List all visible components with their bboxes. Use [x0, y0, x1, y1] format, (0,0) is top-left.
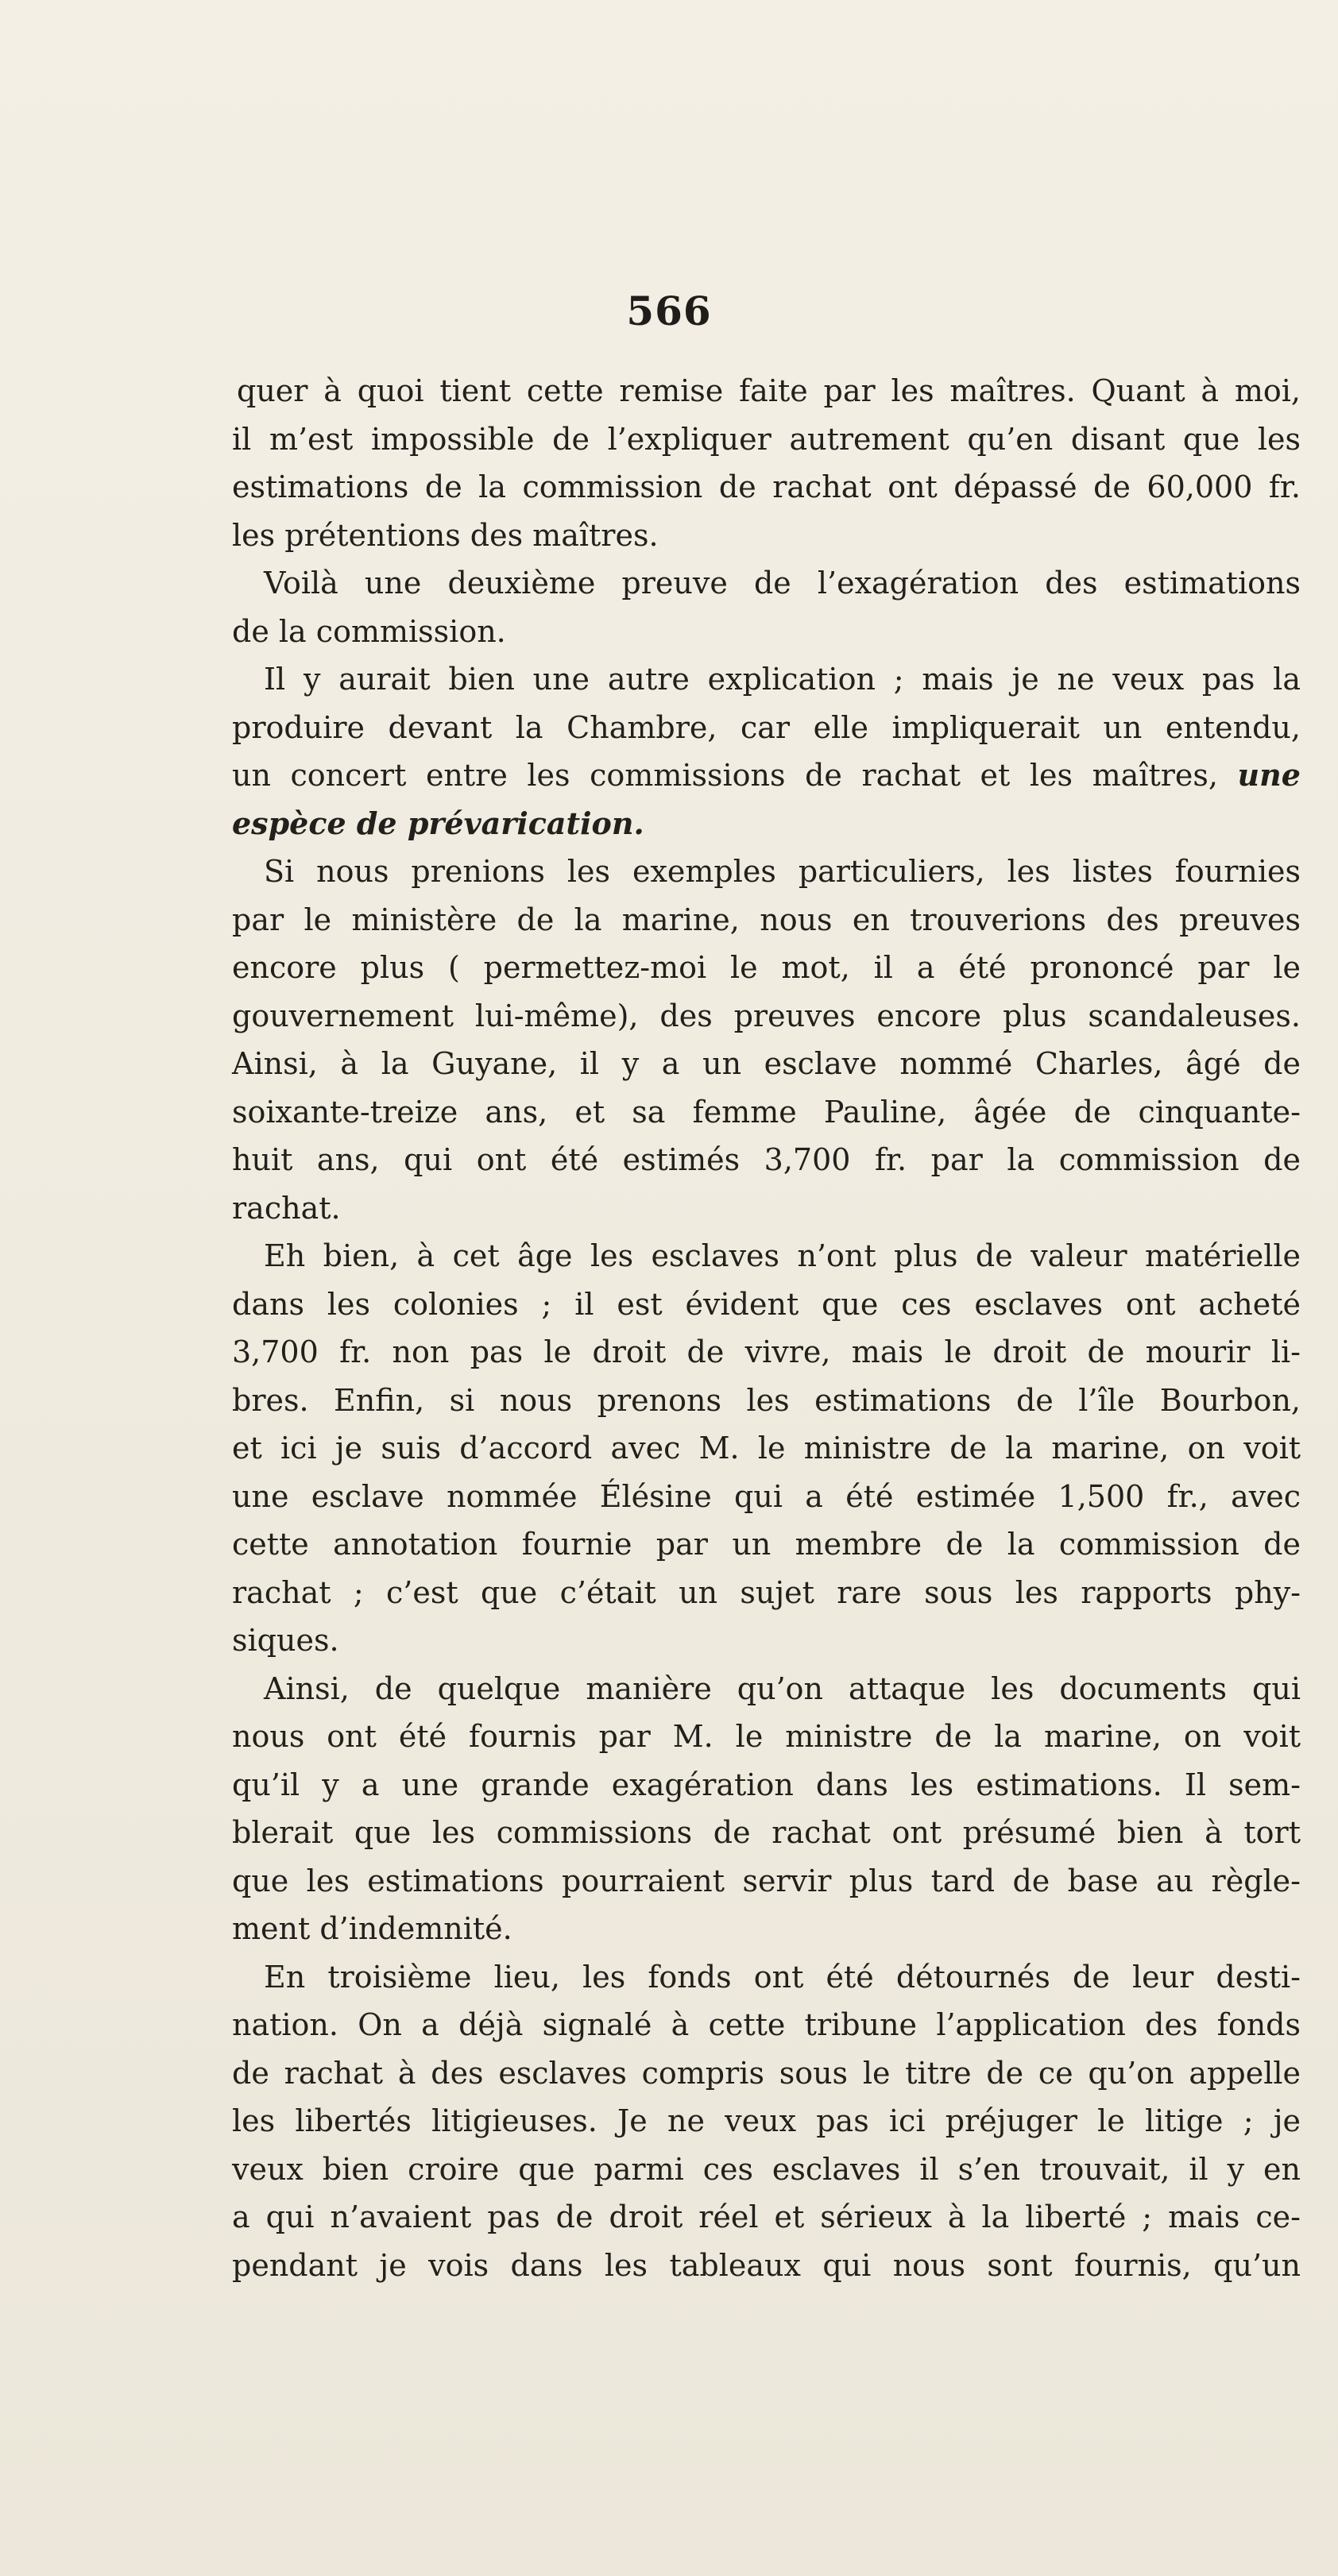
text-line-content: de rachat à des esclaves compris sous le titre de ce qu’on appelle [232, 2055, 1301, 2091]
text-line [232, 800, 1301, 848]
text-line [232, 1184, 1301, 1233]
text-line-content: produire devant la Chambre, car elle impliquerait un entendu, [232, 709, 1301, 745]
text-line-content: rachat. [232, 1190, 341, 1226]
text-line [232, 1377, 1301, 1425]
text-line [232, 1569, 1301, 1617]
text-line-content: huit ans, qui ont été estimés 3,700 fr. par la commission de [232, 1142, 1301, 1177]
text-line-content: estimations de la commission de rachat ont dépassé de 60,000 fr. [232, 469, 1301, 504]
text-line [232, 655, 1301, 704]
text-line-content: une esclave nommée Élésine qui a été estimée 1,500 fr., avec [232, 1478, 1301, 1514]
text-line [232, 1328, 1301, 1377]
text-line [232, 415, 1301, 464]
text-line [232, 1473, 1301, 1521]
text-line-content: bres. Enfin, si nous prenons les estimations de l’île Bourbon, [232, 1382, 1301, 1418]
text-line-content: blerait que les commissions de rachat ont présumé bien à tort [232, 1815, 1301, 1850]
text-line-content: dans les colonies ; il est évident que ces esclaves ont acheté [232, 1286, 1301, 1322]
text-line-content: gouvernement lui-même), des preuves encore plus scandaleuses. [232, 998, 1301, 1033]
body-text [232, 367, 1301, 2289]
text-line-content: encore plus ( permettez-moi le mot, il a été prononcé par le [232, 950, 1301, 985]
text-line [232, 1040, 1301, 1088]
text-line [232, 1424, 1301, 1473]
text-line-content: Ainsi, de quelque manière qu’on attaque les documents qui [264, 1670, 1301, 1706]
text-line-content: ment d’indemnité. [232, 1911, 512, 1946]
italic-emphasis: espèce de prévarication. [232, 805, 644, 841]
text-line [232, 2193, 1301, 2242]
text-line [232, 1088, 1301, 1137]
text-line [232, 2145, 1301, 2194]
text-line-content: les prétentions des maîtres. [232, 517, 659, 553]
text-line-content: rachat ; c’est que c’était un sujet rare sous les rapports phy- [232, 1574, 1301, 1610]
text-line-content: nous ont été fournis par M. le ministre de la marine, on voit [232, 1719, 1301, 1754]
text-line [232, 992, 1301, 1041]
text-line [232, 848, 1301, 896]
text-line [232, 2049, 1301, 2098]
text-line [232, 559, 1301, 608]
page-number: 566 [626, 288, 712, 334]
text-line [232, 367, 1301, 415]
text-line-content: a qui n’avaient pas de droit réel et sérieux à la liberté ; mais ce- [232, 2199, 1301, 2234]
text-line [232, 1713, 1301, 1761]
text-line [232, 608, 1301, 656]
text-line [232, 1520, 1301, 1569]
text-line [232, 2001, 1301, 2049]
text-line-content: veux bien croire que parmi ces esclaves il s’en trouvait, il y en [232, 2151, 1301, 2187]
text-line [232, 896, 1301, 944]
text-line-content: Il y aurait bien une autre explication ; mais je ne veux pas la [264, 662, 1301, 697]
text-line [232, 1616, 1301, 1665]
text-line [232, 1761, 1301, 1809]
text-line-content: cette annotation fournie par un membre de la commission de [232, 1527, 1301, 1562]
text-line-content: 3,700 fr. non pas le droit de vivre, mais le droit de mourir li- [232, 1334, 1301, 1369]
text-line-content: nation. On a déjà signalé à cette tribune l’application des fonds [232, 2007, 1301, 2042]
text-line-content: que les estimations pourraient servir plus tard de base au règle- [232, 1863, 1301, 1898]
text-line-content: quer à quoi tient cette remise faite par les maîtres. Quant à moi, [237, 373, 1301, 408]
text-line [232, 1136, 1301, 1184]
text-line-content: Eh bien, à cet âge les esclaves n’ont plus de valeur matérielle [264, 1238, 1301, 1273]
text-line [232, 704, 1301, 752]
text-line-content: et ici je suis d’accord avec M. le ministre de la marine, on voit [232, 1431, 1301, 1466]
text-line [232, 463, 1301, 512]
text-line-content: qu’il y a une grande exagération dans les estimations. Il sem- [232, 1767, 1301, 1802]
text-line [232, 1953, 1301, 2002]
text-line [232, 2242, 1301, 2290]
text-line-content: il m’est impossible de l’expliquer autrement qu’en disant que les [232, 421, 1301, 457]
text-line [232, 1232, 1301, 1280]
text-line [232, 1905, 1301, 1953]
text-line [232, 751, 1301, 800]
text-line-content: En troisième lieu, les fonds ont été détournés de leur desti- [264, 1959, 1301, 1995]
text-line [232, 944, 1301, 992]
text-line-content: les libertés litigieuses. Je ne veux pas ici préjuger le litige ; je [232, 2103, 1301, 2138]
text-line-content: soixante-treize ans, et sa femme Pauline, âgée de cinquante- [232, 1094, 1301, 1130]
text-line [232, 512, 1301, 560]
text-line-content: Voilà une deuxième preuve de l’exagération des estimations [264, 566, 1301, 601]
text-line-content: un concert entre les commissions de rachat et les maîtres, [232, 758, 1218, 793]
text-line-content: pendant je vois dans les tableaux qui nous sont fournis, qu’un [232, 2247, 1301, 2283]
text-line [232, 1857, 1301, 1906]
text-line [232, 1665, 1301, 1713]
text-line-content: Si nous prenions les exemples particuliers, les listes fournies [264, 854, 1301, 889]
text-line [232, 2097, 1301, 2145]
text-line [232, 1809, 1301, 1857]
text-line [232, 1280, 1301, 1329]
italic-emphasis: une [1237, 757, 1301, 793]
text-line-content: siques. [232, 1623, 339, 1658]
text-line-content: par le ministère de la marine, nous en trouverions des preuves [232, 902, 1301, 937]
text-line-content: de la commission. [232, 613, 506, 649]
text-line-content: Ainsi, à la Guyane, il y a un esclave nommé Charles, âgé de [232, 1046, 1301, 1081]
